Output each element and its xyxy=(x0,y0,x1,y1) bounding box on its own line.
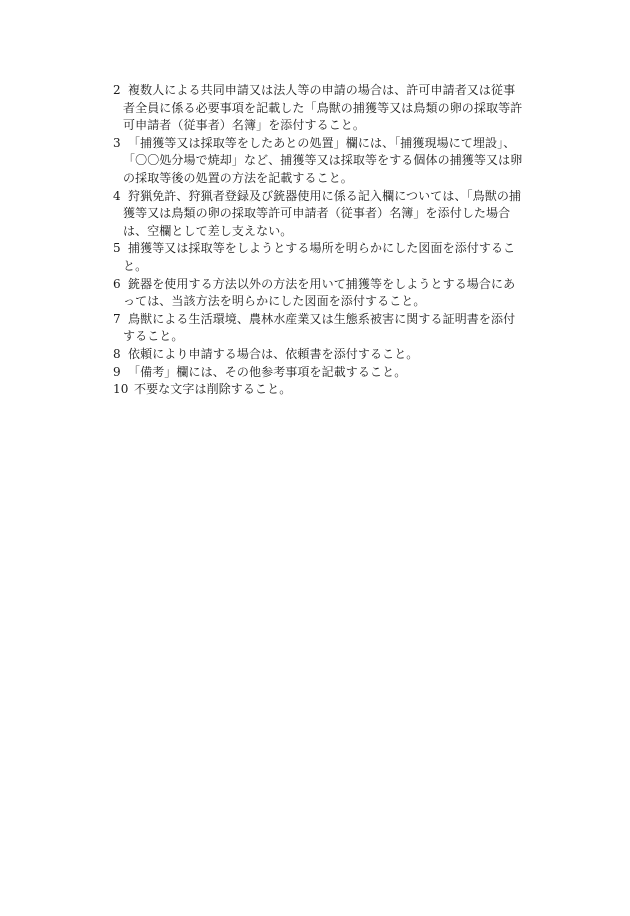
note-text: 捕獲等又は採取等をしようとする場所を明らかにした図面を添付すること。 xyxy=(123,241,516,273)
notes-list xyxy=(113,82,525,399)
note-text: 不要な文字は削除すること。 xyxy=(134,382,292,397)
note-text: 銃器を使用する方法以外の方法を用いて捕獲等をしようとする場合にあっては、当該方法を明らかにした図面を添付すること。 xyxy=(123,276,516,309)
note-item-5 xyxy=(113,240,525,275)
note-text: 鳥獣による生活環境、農林水産業又は生態系被害に関する証明書を添付すること。 xyxy=(123,311,516,344)
note-item-8 xyxy=(113,346,525,364)
note-item-7 xyxy=(113,311,525,346)
note-item-10 xyxy=(113,381,525,399)
note-number: 9 xyxy=(113,364,121,379)
note-item-2 xyxy=(113,82,525,135)
note-item-6 xyxy=(113,276,525,311)
note-text: 依頼により申請する場合は、依頼書を添付すること。 xyxy=(128,346,419,361)
note-number: 7 xyxy=(113,311,121,326)
note-text: 「捕獲等又は採取等をしたあとの処置」欄には、「捕獲現場にて埋設」、「〇〇処分場で焼却」など、捕獲等又は採取等をする個体の捕獲等又は卵の採取等後の処置の方法を記載すること。 xyxy=(123,135,523,185)
note-item-3 xyxy=(113,135,525,188)
note-item-4 xyxy=(113,188,525,241)
note-number: 5 xyxy=(113,241,121,256)
note-number: 4 xyxy=(113,188,121,203)
note-number: 6 xyxy=(113,276,121,291)
note-number: 10 xyxy=(113,382,129,397)
note-text: 狩猟免許、狩猟者登録及び銃器使用に係る記入欄については、「鳥獣の捕獲等又は鳥類の卵の採取等許可申請者（従事者）名簿」を添付した場合は、空欄として差し支えない。 xyxy=(123,188,522,238)
note-text: 複数人による共同申請又は法人等の申請の場合は、許可申請者又は従事者全員に係る必要事項を記載した「鳥獣の捕獲等又は鳥類の卵の採取等許可申請者（従事者）名簿」を添付すること。 xyxy=(123,83,523,133)
note-number: 3 xyxy=(113,135,121,150)
note-number: 8 xyxy=(113,346,121,361)
note-item-9 xyxy=(113,364,525,382)
note-number: 2 xyxy=(113,83,121,97)
note-text: 「備考」欄には、その他参考事項を記載すること。 xyxy=(128,364,407,379)
